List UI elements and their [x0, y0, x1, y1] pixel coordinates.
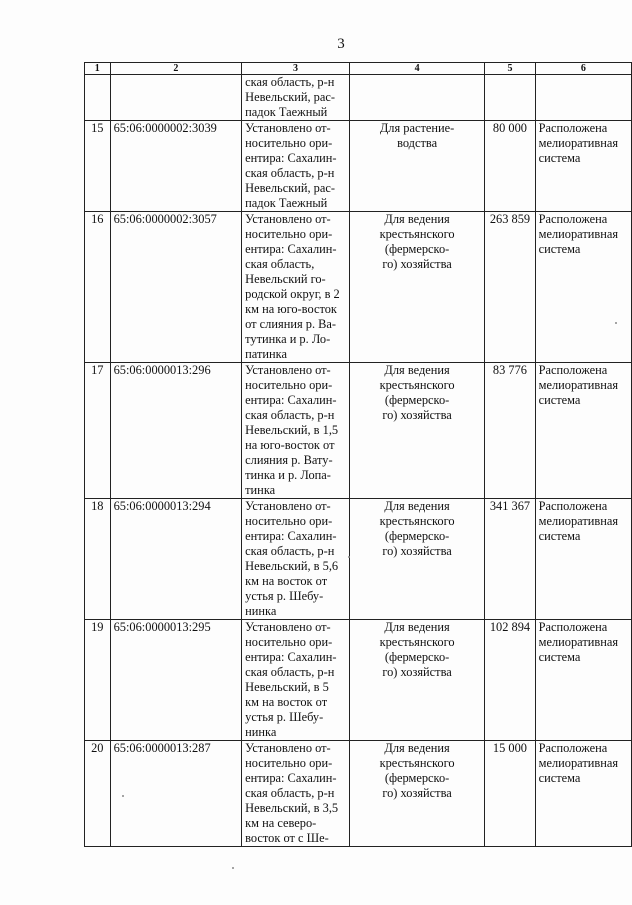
cadastral-number: [110, 75, 242, 121]
plot-area: 15 000: [485, 741, 535, 847]
row-number: 15: [85, 121, 111, 212]
plot-area: 80 000: [485, 121, 535, 212]
column-number: 4: [349, 63, 484, 75]
table-row: [85, 620, 632, 741]
table-row: [85, 121, 632, 212]
plot-location: Установлено от- носительно ори- ентира: Сахалин- ская область, р-н Невельский, в 5 км на восток от устья р. Шебу- нинка: [242, 620, 350, 741]
permitted-use: Для растение- водства: [349, 121, 484, 212]
cadastral-number: 65:06:0000013:287: [110, 741, 242, 847]
scan-artifact: [122, 795, 124, 797]
plot-note: [535, 75, 631, 121]
plot-area: [485, 75, 535, 121]
plot-area: 83 776: [485, 363, 535, 499]
cadastral-number: 65:06:0000002:3039: [110, 121, 242, 212]
plot-location: Установлено от- носительно ори- ентира: Сахалин- ская область, Невельский го- родской округ, в 2 км на юго-восток от слияния р. Ва- тутинка и р. Ло- патинка: [242, 212, 350, 363]
permitted-use: Для ведения крестьянского (фермерско- го) хозяйства: [349, 363, 484, 499]
plot-note: Расположена мелиоративная система: [535, 499, 631, 620]
plot-location: Установлено от- носительно ори- ентира: Сахалин- ская область, р-н Невельский, в 1,5 на юго-восток от слияния р. Вату- тинка и р. Лопа- тинка: [242, 363, 350, 499]
table-row: [85, 499, 632, 620]
cadastral-number: 65:06:0000013:295: [110, 620, 242, 741]
scan-artifact: [348, 556, 350, 558]
row-number: [85, 75, 111, 121]
table-row: [85, 75, 632, 121]
plot-note: Расположена мелиоративная система: [535, 741, 631, 847]
column-number-row: [85, 63, 632, 75]
plot-note: Расположена мелиоративная система: [535, 121, 631, 212]
column-number: 2: [110, 63, 242, 75]
plot-note: Расположена мелиоративная система: [535, 620, 631, 741]
row-number: 19: [85, 620, 111, 741]
plot-area: 263 859: [485, 212, 535, 363]
permitted-use: Для ведения крестьянского (фермерско- го) хозяйства: [349, 212, 484, 363]
cadastral-number: 65:06:0000013:294: [110, 499, 242, 620]
table-row: [85, 741, 632, 847]
row-number: 16: [85, 212, 111, 363]
table-row: [85, 363, 632, 499]
permitted-use: Для ведения крестьянского (фермерско- го) хозяйства: [349, 499, 484, 620]
scan-artifact: [615, 322, 617, 324]
column-number: 5: [485, 63, 535, 75]
permitted-use: Для ведения крестьянского (фермерско- го) хозяйства: [349, 741, 484, 847]
cadastral-number: 65:06:0000002:3057: [110, 212, 242, 363]
plot-location: ская область, р-н Невельский, рас- падок Таежный: [242, 75, 350, 121]
plot-location: Установлено от- носительно ори- ентира: Сахалин- ская область, р-н Невельский, в 5,6 км на восток от устья р. Шебу- нинка: [242, 499, 350, 620]
column-number: 1: [85, 63, 111, 75]
table-row: [85, 212, 632, 363]
scan-artifact: [232, 867, 234, 869]
column-number: 6: [535, 63, 631, 75]
plot-area: 341 367: [485, 499, 535, 620]
plot-note: Расположена мелиоративная система: [535, 363, 631, 499]
permitted-use: [349, 75, 484, 121]
row-number: 20: [85, 741, 111, 847]
plot-note: Расположена мелиоративная система: [535, 212, 631, 363]
permitted-use: Для ведения крестьянского (фермерско- го) хозяйства: [349, 620, 484, 741]
land-plots-table: [84, 62, 632, 847]
plot-location: Установлено от- носительно ори- ентира: Сахалин- ская область, р-н Невельский, в 3,5 км на северо- восток от с Ше-: [242, 741, 350, 847]
page-number: 3: [337, 36, 345, 52]
cadastral-number: 65:06:0000013:296: [110, 363, 242, 499]
row-number: 18: [85, 499, 111, 620]
plot-area: 102 894: [485, 620, 535, 741]
column-number: 3: [242, 63, 350, 75]
plot-location: Установлено от- носительно ори- ентира: Сахалин- ская область, р-н Невельский, рас- падок Таежный: [242, 121, 350, 212]
row-number: 17: [85, 363, 111, 499]
